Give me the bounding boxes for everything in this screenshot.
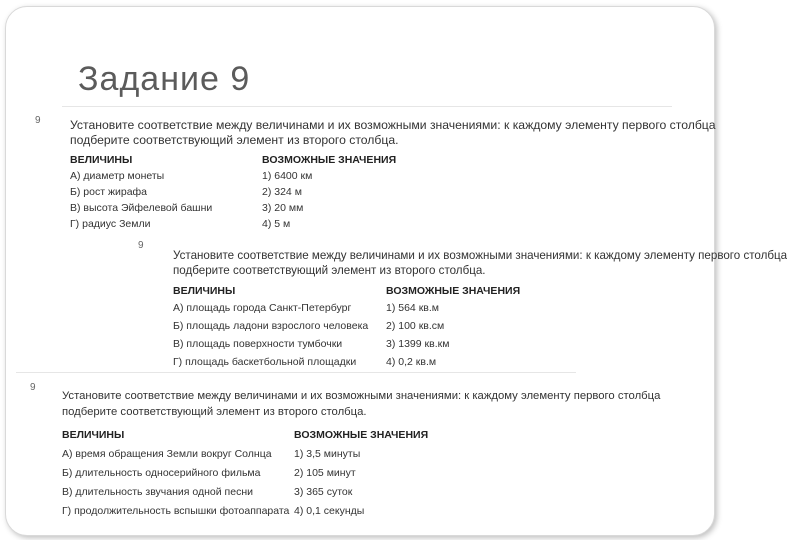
task-top-divider xyxy=(62,106,672,107)
task-question-line1: Установите соответствие между величинами и их возможными значениями: к каждому элементу первого столбца xyxy=(173,249,787,262)
right-item-3: 3) 365 суток xyxy=(294,486,353,498)
right-item-1: 1) 564 кв.м xyxy=(386,302,439,314)
right-item-2: 2) 324 м xyxy=(262,186,302,198)
left-item-b: Б) длительность односерийного фильма xyxy=(62,467,261,479)
task-number: 9 xyxy=(30,382,36,393)
task-card-1 xyxy=(22,106,716,240)
left-item-a: А) площадь города Санкт-Петербург xyxy=(173,302,352,314)
left-item-a: А) диаметр монеты xyxy=(70,170,165,182)
left-item-c: В) длительность звучания одной песни xyxy=(62,486,253,498)
task-number: 9 xyxy=(35,115,41,126)
slide-title: Задание 9 xyxy=(78,60,251,98)
right-item-1: 1) 3,5 минуты xyxy=(294,448,361,460)
left-item-b: Б) площадь ладони взрослого человека xyxy=(173,320,369,332)
col-header-left: ВЕЛИЧИНЫ xyxy=(62,429,125,441)
left-item-d: Г) площадь баскетбольной площадки xyxy=(173,356,357,368)
task-card-2 xyxy=(116,232,787,370)
task-question-line1: Установите соответствие между величинами и их возможными значениями: к каждому элементу первого столбца xyxy=(62,390,661,402)
col-header-right: ВОЗМОЖНЫЕ ЗНАЧЕНИЯ xyxy=(262,154,397,166)
left-item-c: В) высота Эйфелевой башни xyxy=(70,202,213,214)
task-question-line2: подберите соответствующий элемент из второго столбца. xyxy=(62,406,367,418)
col-header-left: ВЕЛИЧИНЫ xyxy=(173,285,236,297)
right-item-3: 3) 20 мм xyxy=(262,202,304,214)
left-item-a: А) время обращения Земли вокруг Солнца xyxy=(62,448,272,460)
task-question-line2: подберите соответствующий элемент из второго столбца. xyxy=(173,264,486,277)
col-header-left: ВЕЛИЧИНЫ xyxy=(70,154,133,166)
right-item-1: 1) 6400 км xyxy=(262,170,313,182)
left-item-b: Б) рост жирафа xyxy=(70,186,148,198)
left-item-c: В) площадь поверхности тумбочки xyxy=(173,338,343,350)
task-number: 9 xyxy=(138,240,144,251)
left-item-d: Г) радиус Земли xyxy=(70,218,151,230)
col-header-right: ВОЗМОЖНЫЕ ЗНАЧЕНИЯ xyxy=(294,429,429,441)
right-item-3: 3) 1399 кв.км xyxy=(386,338,450,350)
right-item-2: 2) 105 минут xyxy=(294,467,356,479)
task-question-line2: подберите соответствующий элемент из второго столбца. xyxy=(70,133,399,147)
col-header-right: ВОЗМОЖНЫЕ ЗНАЧЕНИЯ xyxy=(386,285,521,297)
task-top-divider xyxy=(16,372,576,373)
task-card-3 xyxy=(16,372,661,522)
right-item-2: 2) 100 кв.см xyxy=(386,320,445,332)
task-question-line1: Установите соответствие между величинами и их возможными значениями: к каждому элементу первого столбца xyxy=(70,118,716,132)
left-item-d: Г) продолжительность вспышки фотоаппарата xyxy=(62,505,290,517)
right-item-4: 4) 0,2 кв.м xyxy=(386,356,437,368)
right-item-4: 4) 0,1 секунды xyxy=(294,505,365,517)
right-item-4: 4) 5 м xyxy=(262,218,291,230)
